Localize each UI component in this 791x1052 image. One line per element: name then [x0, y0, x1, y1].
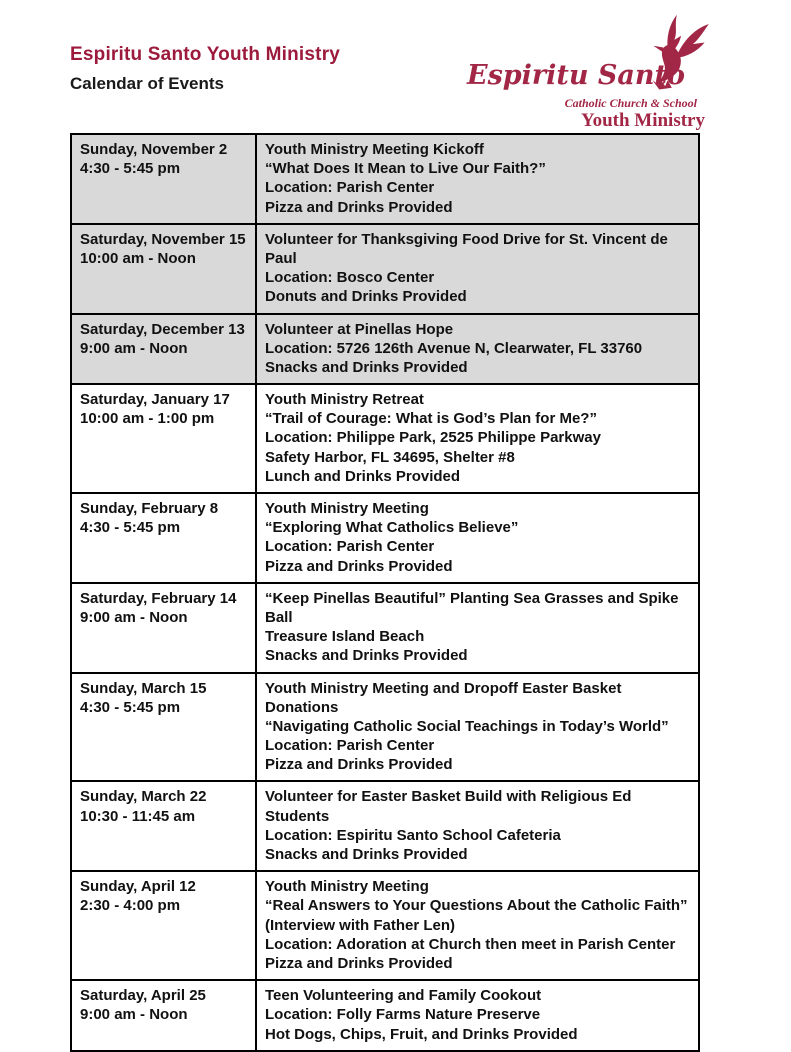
event-detail-line: Snacks and Drinks Provided: [265, 846, 468, 863]
event-date: Saturday, December 13: [80, 320, 245, 338]
event-date-cell: [71, 980, 256, 1051]
event-detail-line: “Navigating Catholic Social Teachings in Today’s World”: [265, 717, 669, 735]
event-details-cell: [256, 314, 699, 385]
event-row: [71, 980, 699, 1051]
event-time: 4:30 - 5:45 pm: [80, 698, 181, 716]
event-detail-line: Volunteer at Pinellas Hope: [265, 320, 454, 338]
events-table-body: [71, 134, 699, 1051]
event-details-cell: [256, 583, 699, 673]
event-date-cell: [71, 224, 256, 314]
event-detail-line: Pizza and Drinks Provided: [265, 198, 453, 216]
event-detail-line: Youth Ministry Meeting and Dropoff Easter Basket Donations: [265, 679, 622, 716]
event-detail-line: Youth Ministry Meeting Kickoff: [265, 141, 484, 158]
event-detail-line: Volunteer for Easter Basket Build with Religious Ed Students: [265, 788, 632, 825]
event-detail-line: Location: Bosco Center: [265, 269, 435, 287]
event-time: 10:00 am - Noon: [80, 249, 196, 267]
event-time: 9:00 am - Noon: [80, 1006, 188, 1024]
logo-division: Youth Ministry: [580, 110, 705, 131]
event-row: [71, 384, 699, 493]
event-detail-line: Teen Volunteering and Family Cookout: [265, 987, 542, 1005]
event-row: [71, 314, 699, 385]
event-details-cell: [256, 384, 699, 493]
event-row: [71, 871, 699, 980]
event-date: Sunday, March 22: [80, 788, 207, 806]
event-detail-line: Location: Parish Center: [265, 179, 435, 197]
logo-wordmark: Espiritu Santo: [466, 60, 685, 91]
event-details-cell: [256, 673, 699, 782]
event-detail-line: (Interview with Father Len): [265, 916, 456, 934]
event-date-cell: [71, 673, 256, 782]
event-detail-line: Location: Folly Farms Nature Preserve: [265, 1006, 541, 1024]
event-date: Sunday, November 2: [80, 141, 228, 158]
event-time: 10:00 am - 1:00 pm: [80, 410, 215, 428]
event-date-cell: [71, 871, 256, 980]
event-date-cell: [71, 384, 256, 493]
event-detail-line: Donuts and Drinks Provided: [265, 288, 467, 306]
event-row: [71, 781, 699, 871]
event-detail-line: “What Does It Mean to Live Our Faith?”: [265, 160, 546, 178]
event-details-cell: [256, 980, 699, 1051]
event-detail-line: Pizza and Drinks Provided: [265, 557, 453, 575]
event-detail-line: Youth Ministry Retreat: [265, 391, 424, 409]
event-time: 4:30 - 5:45 pm: [80, 519, 181, 537]
events-table: [70, 133, 700, 1052]
event-date-cell: [71, 781, 256, 871]
event-detail-line: Location: 5726 126th Avenue N, Clearwater, FL 33760: [265, 339, 643, 357]
event-detail-line: “Exploring What Catholics Believe”: [265, 519, 519, 537]
event-detail-line: “Keep Pinellas Beautiful” Planting Sea Grasses and Spike Ball: [265, 589, 679, 626]
logo: [466, 12, 711, 131]
event-date-cell: [71, 134, 256, 224]
event-details-cell: [256, 493, 699, 583]
event-date: Sunday, April 12: [80, 878, 196, 896]
event-date: Saturday, January 17: [80, 391, 230, 409]
event-detail-line: Location: Espiritu Santo School Cafeteria: [265, 826, 561, 844]
event-detail-line: Youth Ministry Meeting: [265, 500, 429, 517]
event-detail-line: Youth Ministry Meeting: [265, 878, 429, 896]
event-row: [71, 134, 699, 224]
event-date: Saturday, November 15: [80, 230, 246, 248]
page-subtitle: Calendar of Events: [70, 74, 224, 93]
event-time: 10:30 - 11:45 am: [80, 807, 196, 825]
event-row: [71, 493, 699, 583]
event-row: [71, 673, 699, 782]
page-title: Espiritu Santo Youth Ministry: [70, 44, 341, 65]
event-detail-line: Snacks and Drinks Provided: [265, 647, 468, 665]
event-detail-line: Hot Dogs, Chips, Fruit, and Drinks Provided: [265, 1025, 578, 1043]
event-details-cell: [256, 781, 699, 871]
event-date: Saturday, April 25: [80, 987, 206, 1005]
event-date-cell: [71, 314, 256, 385]
event-details-cell: [256, 224, 699, 314]
event-time: 9:00 am - Noon: [80, 339, 188, 357]
event-detail-line: Location: Parish Center: [265, 538, 435, 556]
event-date-cell: [71, 583, 256, 673]
event-detail-line: Location: Parish Center: [265, 737, 435, 755]
event-row: [71, 224, 699, 314]
event-time: 2:30 - 4:00 pm: [80, 897, 181, 915]
event-time: 4:30 - 5:45 pm: [80, 160, 181, 178]
event-detail-line: Location: Philippe Park, 2525 Philippe Parkway: [265, 429, 601, 447]
event-date: Sunday, March 15: [80, 679, 207, 697]
event-row: [71, 583, 699, 673]
event-detail-line: “Real Answers to Your Questions About the Catholic Faith”: [265, 897, 688, 915]
event-detail-line: Volunteer for Thanksgiving Food Drive for St. Vincent de Paul: [265, 230, 668, 267]
event-date: Sunday, February 8: [80, 500, 219, 517]
event-detail-line: Safety Harbor, FL 34695, Shelter #8: [265, 448, 515, 466]
event-date-cell: [71, 493, 256, 583]
event-detail-line: Treasure Island Beach: [265, 628, 425, 646]
event-details-cell: [256, 134, 699, 224]
logo-tagline: Catholic Church & School: [564, 96, 697, 110]
event-detail-line: Location: Adoration at Church then meet in Parish Center: [265, 935, 676, 953]
event-time: 9:00 am - Noon: [80, 608, 188, 626]
event-detail-line: Lunch and Drinks Provided: [265, 467, 461, 485]
event-detail-line: “Trail of Courage: What is God’s Plan for Me?”: [265, 410, 597, 428]
event-details-cell: [256, 871, 699, 980]
event-detail-line: Snacks and Drinks Provided: [265, 358, 468, 376]
event-detail-line: Pizza and Drinks Provided: [265, 756, 453, 774]
event-date: Saturday, February 14: [80, 589, 237, 607]
header: [70, 44, 340, 94]
event-detail-line: Pizza and Drinks Provided: [265, 954, 453, 972]
